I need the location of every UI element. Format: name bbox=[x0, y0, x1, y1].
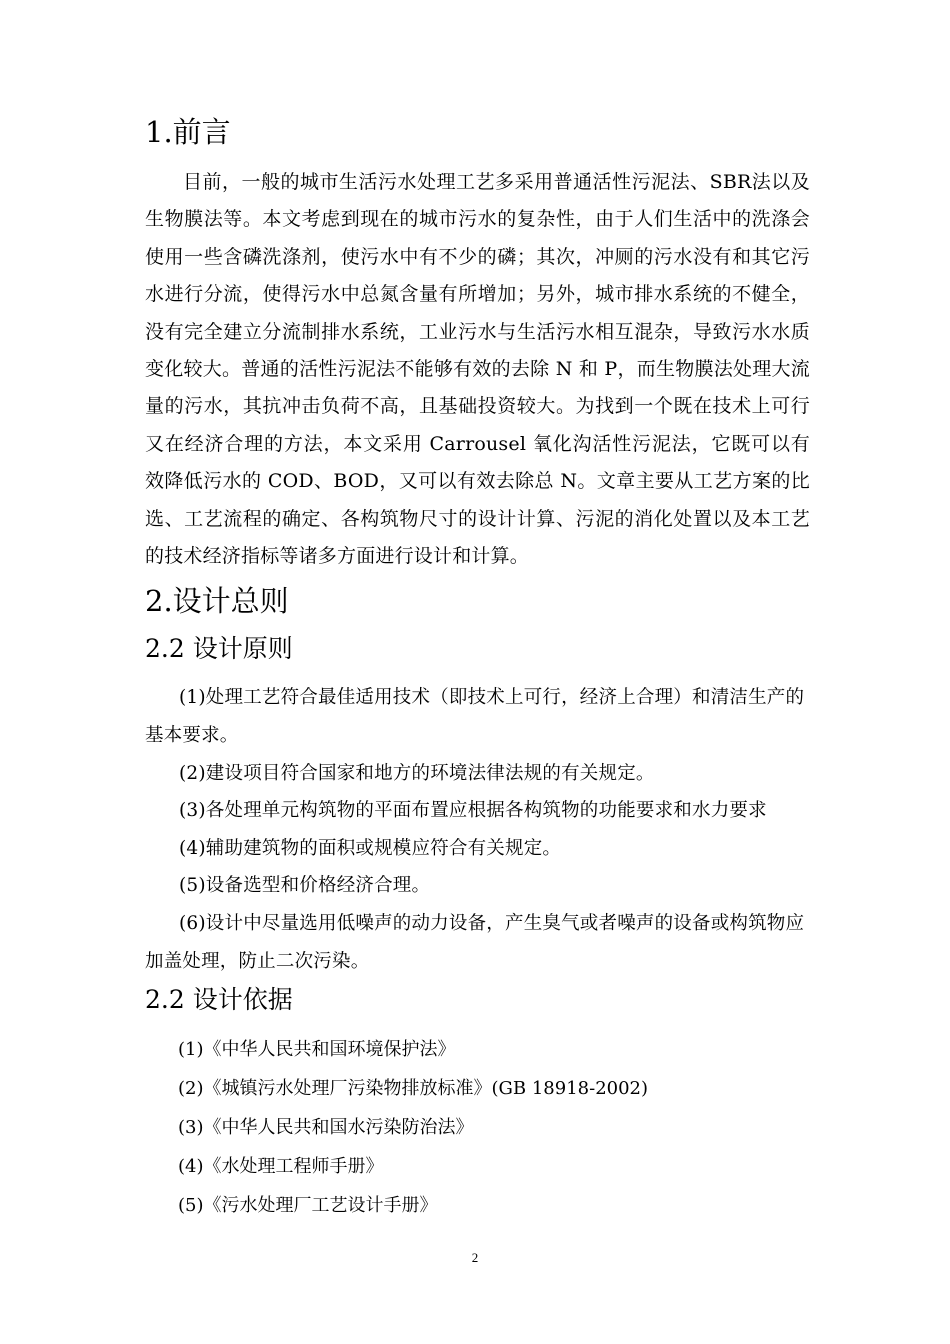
principle-item: (5)设备选型和价格经济合理。 bbox=[179, 875, 431, 897]
basis-item: (1)《中华人民共和国环境保护法》 bbox=[178, 1039, 456, 1061]
page-content bbox=[145, 110, 810, 1225]
principle-item: (1)处理工艺符合最佳适用技术（即技术上可行，经济上合理）和清洁生产的基本要求。 bbox=[145, 687, 805, 747]
principle-item: (4)辅助建筑物的面积或规模应符合有关规定。 bbox=[179, 837, 562, 859]
principle-item: (3)各处理单元构筑物的平面布置应根据各构筑物的功能要求和水力要求 bbox=[179, 800, 767, 822]
principle-item: (2)建设项目符合国家和地方的环境法律法规的有关规定。 bbox=[179, 762, 655, 784]
basis-item: (4)《水处理工程师手册》 bbox=[178, 1156, 384, 1178]
design-basis-heading: 2.2 设计依据 bbox=[145, 985, 293, 1015]
design-principles-list bbox=[145, 679, 810, 980]
design-principles-heading: 2.2 设计原则 bbox=[145, 634, 293, 664]
principle-item: (6)设计中尽量选用低噪声的动力设备，产生臭气或者噪声的设备或构筑物应加盖处理，防止二次污染。 bbox=[145, 913, 805, 972]
page-number: 2 bbox=[471, 1250, 479, 1265]
preface-heading: 1.前言 bbox=[145, 115, 231, 149]
basis-item: (5)《污水处理厂工艺设计手册》 bbox=[178, 1195, 438, 1217]
basis-item: (3)《中华人民共和国水污染防治法》 bbox=[178, 1117, 474, 1139]
design-basis-list bbox=[145, 1030, 810, 1225]
preface-paragraph: 目前，一般的城市生活污水处理工艺多采用普通活性污泥法、SBR法以及生物膜法等。本文考虑到现在的城市污水的复杂性，由于人们生活中的洗涤会使用一些含磷洗涤剂，使污水中有不少的磷；其次，冲厕的污水没有和其它污水进行分流，使得污水中总氮含量有所增加；另外，城市排水系统的不健全，没有完全建立分流制排水系统，工业污水与生活污水相互混杂，导致污水水质变化较大。普通的活性污泥法不能够有效的去除 N 和 P，而生物膜法处理大流量的污水，其抗冲击负荷不高，且基础投资较大。为找到一个既在技术上可行又在经济合理的方法，本文采用 Carrousel 氧化沟活性污泥法，它既可以有效降低污水的 COD、BOD，又可以有效去除总 N。文章主要从工艺方案的比选、工艺流程的确定、各构筑物尺寸的设计计算、污泥的消化处置以及本工艺的技术经济指标等诸多方面进行设计和计算。 bbox=[145, 171, 810, 568]
general-principles-heading: 2.设计总则 bbox=[145, 584, 289, 619]
basis-item: (2)《城镇污水处理厂污染物排放标准》(GB 18918-2002) bbox=[178, 1078, 649, 1100]
